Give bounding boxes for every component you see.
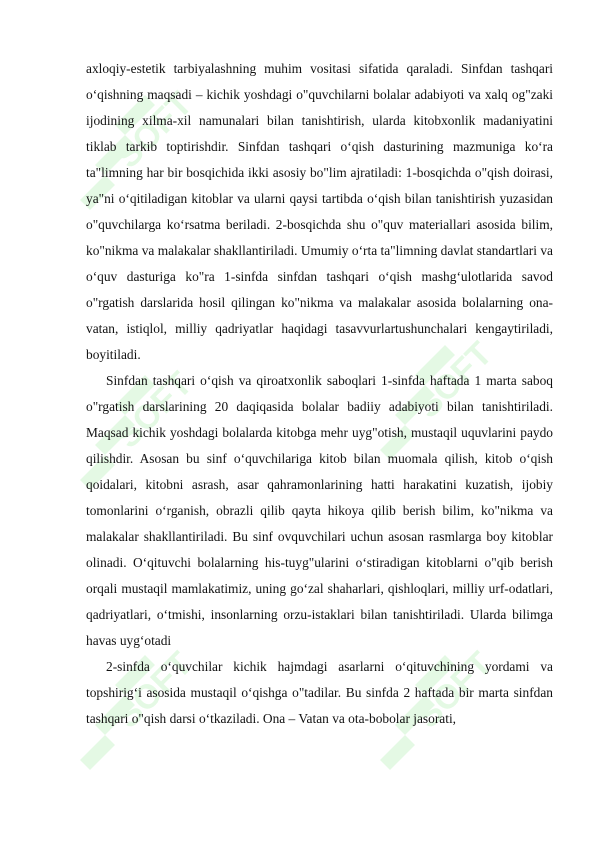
watermark-text: SOFT: [408, 644, 500, 736]
watermark-text: SOFT: [408, 334, 500, 426]
body-text: [86, 56, 553, 732]
paragraph: Sinfdan tashqari o‘qish va qiroatxonlik saboqlari 1-sinfda haftada 1 marta saboq o"rgatish darslarining 20 daqiqasida bolalar badiiy adabiyoti bilan tanishtiriladi. Maqsad kichik yoshdagi bolalarda kitobga mehr uyg"otish, mustaqil uquvlarini paydo qilishdir. Asosan bu sinf o‘quvchilariga kitob bilan muomala qilish, kitob o‘qish qoidalari, kitobni asrash, asar qahramonlarining hatti harakatini kuzatish, ijobiy tomonlarini o‘rganish, obrazli qilib qayta hikoya qilib berish bilim, ko"nikma va malakalar shakllantiriladi. Bu sinf ovquvchilari uchun asosan rasmlarga boy kitoblar olinadi. O‘qituvchi bolalarning his-tuyg"ularini o‘stiradigan kitoblarni o"qib berish orqali mustaqil mamlakatimiz, uning go‘zal shaharlari, qishloqlari, milliy urf-odatlari, qadriyatlari, o‘tmishi, insonlarning orzu-istaklari bilan tanishtiriladi. Ularda bilimga havas uyg‘otadi: [86, 373, 553, 648]
watermark-text: SOFT: [108, 644, 200, 736]
watermark-text: SOFT: [108, 84, 200, 176]
paragraph: 2-sinfda o‘quvchilar kichik hajmdagi asarlarni o‘qituvchining yordami va topshirig‘i asosida mustaqil o‘qishga o"tadilar. Bu sinfda 2 haftada bir marta sinfdan tashqari o"qish darsi o‘tkaziladi. Ona – Vatan va ota-bobolar jasorati,: [86, 659, 553, 726]
watermark-text: SOFT: [108, 364, 200, 456]
paragraph: axloqiy-estetik tarbiyalashning muhim vositasi sifatida qaraladi. Sinfdan tashqari o‘qishning maqsadi – kichik yoshdagi o"quvchilarni bolalar adabiyoti va xalq og"zaki ijodining xilma-xil namunalari bilan tanishtirish, ularda kitobxonlik madaniyatini tiklab tarkib toptirishdir. Sinfdan tashqari o‘qish dasturining mazmuniga ko‘ra ta"limning har bir bosqichida ikki asosiy bo"lim ajratiladi: 1-bosqichda o"qish doirasi, ya"ni o‘qitiladigan kitoblar va ularni qaysi tartibda o‘qish bilan tanishtirish yuzasidan o"quvchilarga ko‘rsatma beriladi. 2-bosqichda shu o"quv materiallari asosida bilim, ko"nikma va malakalar shakllantiriladi. Umumiy o‘rta ta"limning davlat standartlari va o‘quv dasturiga ko"ra 1-sinfda sinfdan tashqari o‘qish mashg‘ulotlarida savod o"rgatish darslarida hosil qilingan ko"nikma va malakalar asosida bolalarning ona-vatan, istiqlol, milliy qadriyatlar haqidagi tasavvurlartushunchalari kengaytiriladi, boyitiladi.: [86, 61, 553, 362]
